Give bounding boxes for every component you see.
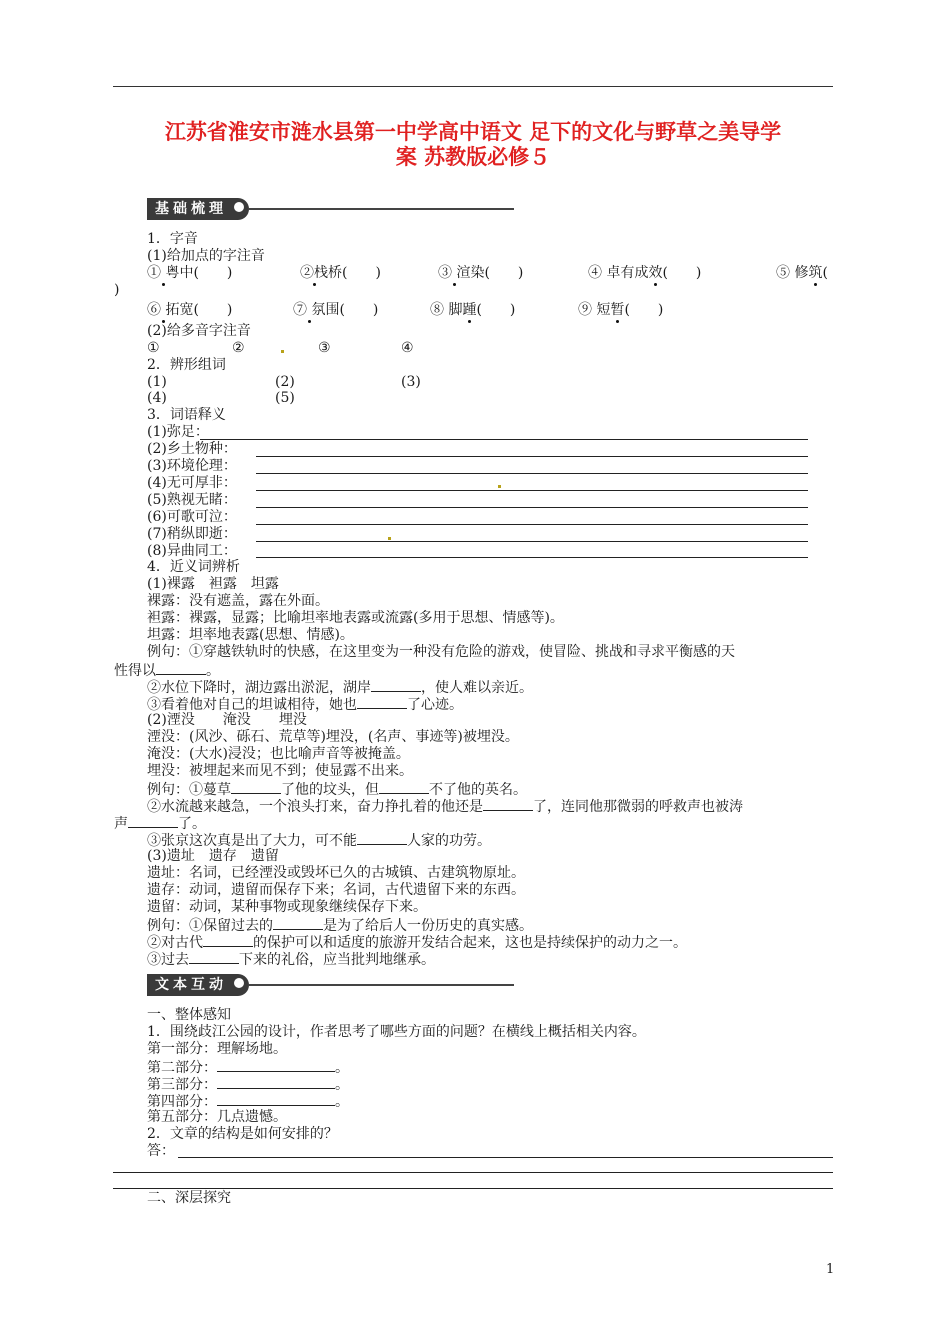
example-line: 例句：①穿越铁轨时的快感，在这里变为一种没有危险的游戏，使冒险、挑战和寻求平衡感的天	[147, 644, 735, 660]
blank[interactable]	[203, 933, 253, 947]
circle-bullet-icon	[234, 202, 244, 212]
banner-rule	[249, 984, 514, 986]
banner-label: 基础梳理	[155, 201, 227, 217]
definition-item: (6)可歌可泣：	[147, 509, 237, 525]
word-item: (2)	[275, 374, 295, 390]
blank[interactable]	[217, 1092, 335, 1106]
blank[interactable]	[217, 1075, 335, 1089]
blank[interactable]	[357, 695, 407, 709]
section-heading: 3．词语释义	[147, 407, 226, 423]
answer-line[interactable]	[200, 439, 808, 440]
ink-speck	[281, 350, 284, 353]
pinyin-item: ②栈桥( )	[300, 265, 381, 281]
word-group: (2)湮没 淹没 埋没	[147, 712, 307, 728]
word-item: (1)	[147, 374, 167, 390]
section-heading: 一、整体感知	[147, 1007, 231, 1023]
section-banner-basics	[147, 198, 514, 220]
pinyin-item: ① 粤中( )	[147, 265, 233, 281]
definition-item: (5)熟视无睹：	[147, 492, 237, 508]
definition-line: 遗址：名词，已经湮没或毁坏已久的古城镇、古建筑物原址。	[147, 865, 525, 881]
definition-line: 埋没：被埋起来而见不到；使显露不出来。	[147, 763, 413, 779]
word-group: (3)遗址 遗存 遗留	[147, 848, 279, 864]
polyphone-item: ①	[147, 340, 160, 356]
pinyin-item: ④ 卓有成效( )	[588, 265, 702, 281]
blank[interactable]	[357, 831, 407, 845]
question: 2．文章的结构是如何安排的？	[147, 1126, 338, 1142]
definition-line: 淹没：(大水)浸没；也比喻声音等被掩盖。	[147, 746, 410, 762]
pinyin-item: ③ 渲染( )	[438, 265, 524, 281]
example-line: ③张京这次真是出了大力，可不能 人家的功劳。	[147, 833, 491, 849]
definition-line: 遗存：动词，遗留而保存下来；名词，古代遗留下来的东西。	[147, 882, 525, 898]
section-heading: 二、深层探究	[147, 1190, 231, 1206]
pinyin-item: ⑥ 拓宽( )	[147, 302, 233, 318]
example-line: 性得以 。	[114, 663, 220, 679]
ink-speck	[388, 537, 391, 540]
outline-item: 第一部分：理解场地。	[147, 1041, 287, 1057]
blank[interactable]	[217, 1058, 335, 1072]
title-line-2: 案 苏教版必修５	[395, 145, 551, 169]
definition-item: (4)无可厚非：	[147, 475, 237, 491]
word-group: (1)裸露 袒露 坦露	[147, 576, 279, 592]
question: 1．围绕歧江公园的设计，作者思考了哪些方面的问题？在横线上概括相关内容。	[147, 1024, 646, 1040]
blank[interactable]	[156, 661, 206, 675]
banner-label: 文本互动	[155, 977, 227, 993]
word-item: (3)	[401, 374, 421, 390]
blank[interactable]	[379, 780, 429, 794]
answer-line[interactable]	[256, 557, 808, 558]
document-title	[113, 120, 833, 170]
answer-line[interactable]	[256, 490, 808, 491]
circle-bullet-icon	[234, 978, 244, 988]
example-line: ②水位下降时，湖边露出淤泥，湖岸 ，使人难以亲近。	[147, 680, 533, 696]
banner-rule	[249, 208, 514, 210]
definition-item: (1)弥足：	[147, 424, 209, 440]
outline-item: 第三部分： 。	[147, 1077, 349, 1093]
outline-item: 第五部分：几点遗憾。	[147, 1109, 287, 1125]
word-item: (4)	[147, 390, 167, 406]
answer-line[interactable]	[113, 1172, 833, 1173]
definition-line: 袒露：裸露，显露；比喻坦率地表露或流露(多用于思想、情感等)。	[147, 610, 564, 626]
outline-item: 第二部分： 。	[147, 1060, 349, 1076]
ink-speck	[498, 485, 501, 488]
example-line: ②水流越来越急，一个浪头打来，奋力挣扎着的他还是 了，连同他那微弱的呼救声也被涛	[147, 799, 743, 815]
answer-line[interactable]	[256, 541, 808, 542]
blank[interactable]	[189, 950, 239, 964]
pinyin-item: ⑧ 脚踵( )	[430, 302, 516, 318]
example-line: 例句：①蔓草 了他的坟头，但 不了他的英名。	[147, 782, 527, 798]
definition-item: (7)稍纵即逝：	[147, 526, 237, 542]
section-banner-interaction	[147, 974, 514, 996]
header-rule	[113, 86, 833, 87]
sub-heading: (2)给多音字注音	[147, 323, 251, 339]
pinyin-item: ⑨ 短暂( )	[578, 302, 664, 318]
example-line: ②对古代 的保护可以和适度的旅游开发结合起来，这也是持续保护的动力之一。	[147, 935, 687, 951]
definition-item: (8)异曲同工：	[147, 543, 237, 559]
example-line: ③过去 下来的礼俗，应当批判地继承。	[147, 952, 435, 968]
pinyin-item: ⑦ 氛围( )	[293, 302, 379, 318]
title-line-1: 江苏省淮安市涟水县第一中学高中语文 足下的文化与野草之美导学	[164, 120, 782, 144]
answer-line[interactable]	[256, 507, 808, 508]
pinyin-item: ⑤ 修筑(	[776, 265, 828, 281]
definition-line: 坦露：坦率地表露(思想、情感)。	[147, 627, 354, 643]
polyphone-item: ③	[318, 340, 331, 356]
example-line: 声 了。	[114, 816, 206, 832]
answer-line[interactable]	[256, 524, 808, 525]
answer-line[interactable]	[178, 1157, 833, 1158]
polyphone-item: ②	[232, 340, 245, 356]
blank[interactable]	[371, 678, 421, 692]
word-item: (5)	[275, 390, 295, 406]
definition-item: (3)环境伦理：	[147, 458, 237, 474]
section-heading: 4．近义词辨析	[147, 559, 240, 575]
definition-line: 遗留：动词，某种事物或现象继续保存下来。	[147, 899, 427, 915]
page-number: 1	[826, 1262, 835, 1277]
sub-heading: (1)给加点的字注音	[147, 248, 265, 264]
example-line: 例句：①保留过去的 是为了给后人一份历史的真实感。	[147, 918, 533, 934]
answer-line[interactable]	[113, 1188, 833, 1189]
section-heading: 1．字音	[147, 231, 198, 247]
answer-prefix: 答：	[147, 1143, 175, 1159]
blank[interactable]	[483, 797, 533, 811]
definition-line: 裸露：没有遮盖，露在外面。	[147, 593, 329, 609]
wrap-paren: )	[114, 282, 120, 298]
blank[interactable]	[273, 916, 323, 930]
section-heading: 2．辨形组词	[147, 357, 226, 373]
definition-line: 湮没：(风沙、砾石、荒草等)埋没，(名声、事迹等)被埋没。	[147, 729, 519, 745]
polyphone-item: ④	[401, 340, 414, 356]
outline-item: 第四部分： 。	[147, 1094, 349, 1110]
blank[interactable]	[128, 814, 178, 828]
answer-line[interactable]	[256, 456, 808, 457]
answer-line[interactable]	[256, 473, 808, 474]
definition-item: (2)乡土物种：	[147, 441, 237, 457]
example-line: ③看着他对自己的坦诚相待，她也 了心迹。	[147, 697, 463, 713]
blank[interactable]	[231, 780, 281, 794]
